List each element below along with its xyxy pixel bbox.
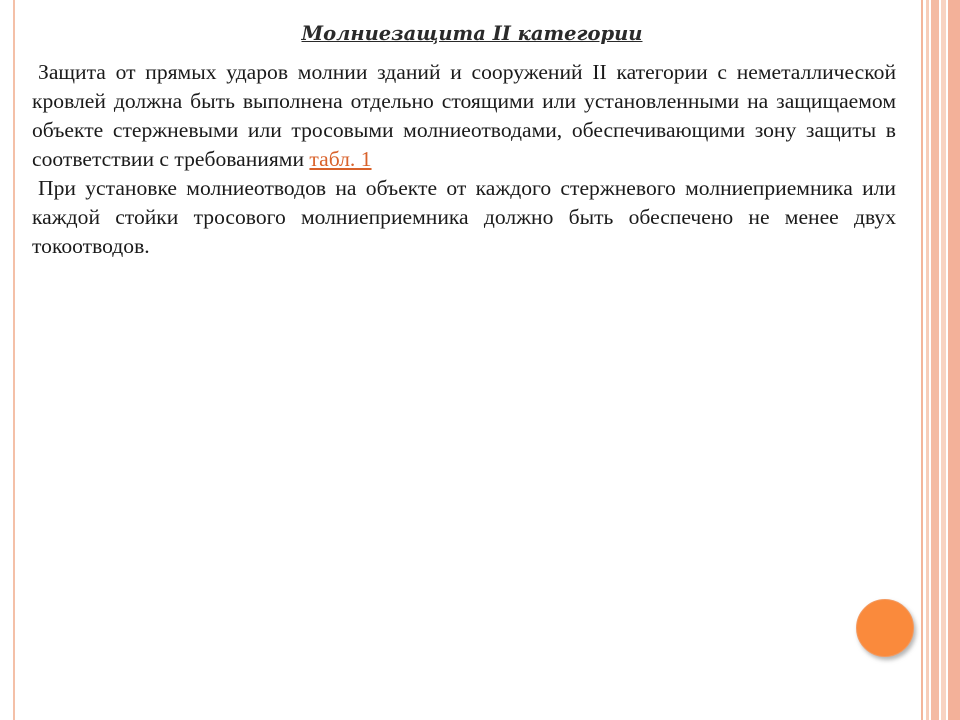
decor-stripe [941,0,946,720]
decor-stripe [921,0,923,720]
table-1-link[interactable]: табл. 1 [309,147,372,171]
paragraph-1-text: Защита от прямых ударов молнии зданий и сооружений II категории с неметаллической кровлей должна быть выполнена отдельно стоящими или установленными на защищаемом объекте стержневыми или тросовыми молниеотводами, обеспечивающими зону защиты в соответствии с требованиями [32,60,896,171]
slide-title: Молниезащита II категории [301,22,643,45]
decor-stripe [926,0,929,720]
slide-body [32,58,896,261]
decor-stripe [931,0,939,720]
paragraph-1 [32,58,896,174]
paragraph-2: При установке молниеотводов на объекте от каждого стержневого молниеприемника или каждой стойки тросового молниеприемника должно быть обеспечено не менее двух токоотводов. [32,176,896,258]
orange-circle-decoration [856,599,914,657]
decor-stripe [948,0,960,720]
left-border-line [13,0,15,720]
